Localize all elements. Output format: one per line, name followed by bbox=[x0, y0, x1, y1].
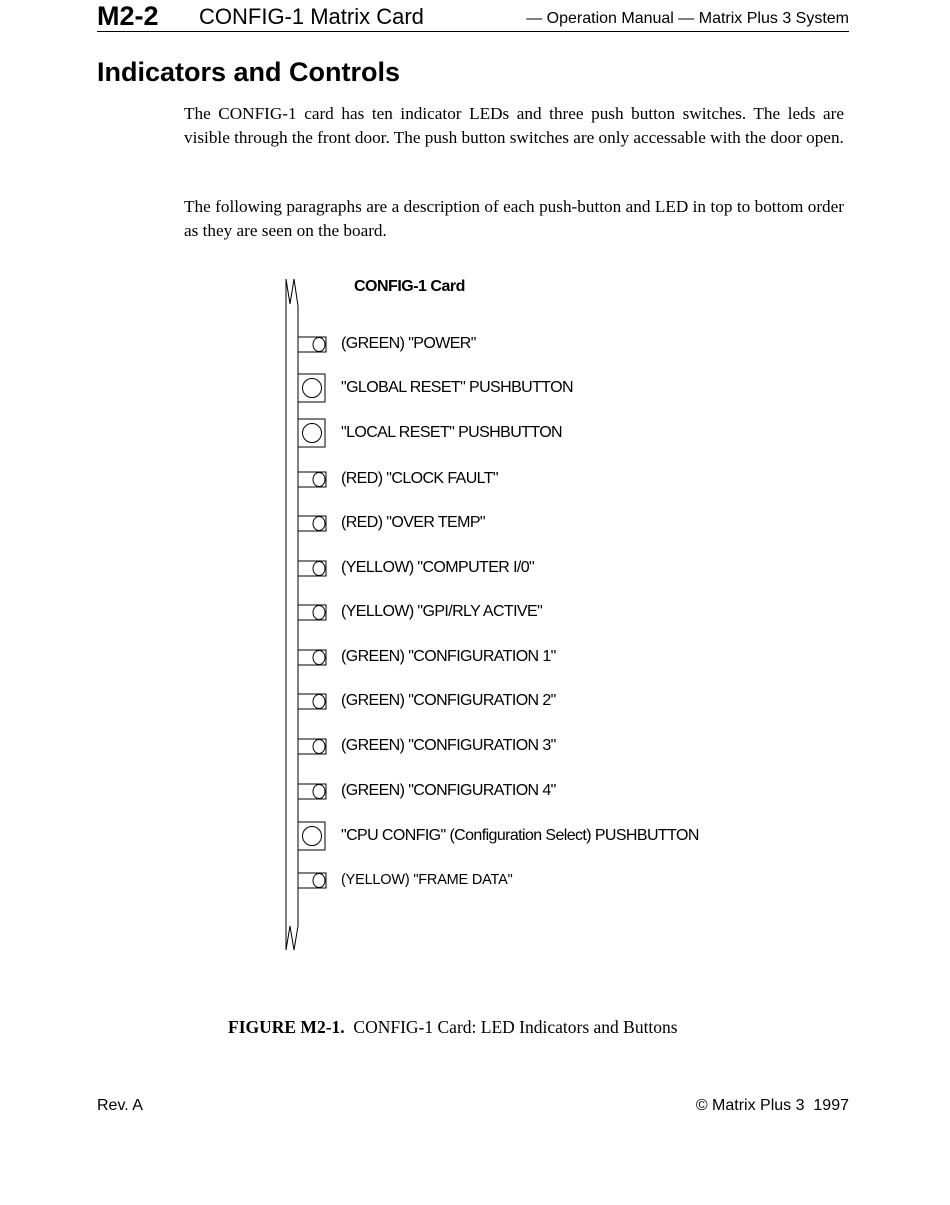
component-label: (GREEN) "CONFIGURATION 2" bbox=[341, 692, 556, 710]
component-label: (GREEN) "CONFIGURATION 1" bbox=[341, 648, 556, 666]
led-lens-icon bbox=[313, 874, 325, 888]
revision-label: Rev. A bbox=[97, 1097, 143, 1114]
led-row bbox=[298, 603, 542, 620]
component-label: (GREEN) "POWER" bbox=[341, 335, 476, 353]
config-card-diagram bbox=[282, 276, 722, 956]
led-housing-icon bbox=[298, 784, 326, 799]
led-housing-icon bbox=[298, 561, 326, 576]
led-lens-icon bbox=[313, 338, 325, 352]
manual-title: — Operation Manual — Matrix Plus 3 System bbox=[526, 10, 849, 27]
pushbutton-cap-icon bbox=[303, 379, 322, 398]
led-lens-icon bbox=[313, 785, 325, 799]
component-label: (RED) "OVER TEMP" bbox=[341, 514, 485, 532]
component-label: (GREEN) "CONFIGURATION 3" bbox=[341, 737, 556, 755]
led-row bbox=[298, 872, 513, 888]
led-row bbox=[298, 737, 556, 754]
led-row bbox=[298, 514, 485, 531]
led-row bbox=[298, 335, 476, 352]
intro-paragraph: The CONFIG-1 card has ten indicator LEDs and three push button switches. The leds are visible through the front door. The push button switches are only accessable with the door open. bbox=[184, 104, 844, 147]
component-list bbox=[298, 335, 699, 888]
led-row bbox=[298, 648, 556, 665]
led-lens-icon bbox=[313, 651, 325, 665]
pushbutton-row bbox=[298, 822, 699, 850]
led-row bbox=[298, 470, 498, 487]
led-housing-icon bbox=[298, 605, 326, 620]
component-label: (YELLOW) "GPI/RLY ACTIVE" bbox=[341, 603, 543, 621]
led-housing-icon bbox=[298, 739, 326, 754]
led-row bbox=[298, 692, 556, 709]
component-label: (GREEN) "CONFIGURATION 4" bbox=[341, 782, 556, 800]
led-lens-icon bbox=[313, 695, 325, 709]
component-label: "GLOBAL RESET" PUSHBUTTON bbox=[341, 379, 573, 397]
figure-caption-text: CONFIG-1 Card: LED Indicators and Buttons bbox=[353, 1017, 678, 1037]
document-title: CONFIG-1 Matrix Card bbox=[199, 4, 424, 29]
pushbutton-row bbox=[298, 419, 562, 447]
led-lens-icon bbox=[313, 473, 325, 487]
section-heading: Indicators and Controls bbox=[97, 57, 401, 87]
led-row bbox=[298, 782, 556, 799]
card-edge bbox=[286, 279, 298, 950]
led-row bbox=[298, 559, 534, 576]
component-label: (RED) "CLOCK FAULT" bbox=[341, 470, 499, 488]
component-label: (YELLOW) "COMPUTER I/0" bbox=[341, 559, 535, 577]
led-lens-icon bbox=[313, 740, 325, 754]
order-paragraph: The following paragraphs are a description of each push-button and LED in top to bottom order as they are seen on the board. bbox=[184, 197, 844, 240]
pushbutton-cap-icon bbox=[303, 827, 322, 846]
led-housing-icon bbox=[298, 337, 326, 352]
figure-title: CONFIG-1 Card bbox=[354, 278, 465, 296]
led-housing-icon bbox=[298, 472, 326, 487]
header-rule bbox=[97, 31, 849, 32]
figure-caption-id: FIGURE M2-1. bbox=[228, 1017, 345, 1037]
led-housing-icon bbox=[298, 650, 326, 665]
pushbutton-row bbox=[298, 374, 573, 402]
led-lens-icon bbox=[313, 517, 325, 531]
figure-caption bbox=[228, 1015, 678, 1039]
led-housing-icon bbox=[298, 516, 326, 531]
card-break-bottom bbox=[286, 926, 298, 950]
component-label: "CPU CONFIG" (Configuration Select) PUSHBUTTON bbox=[341, 827, 699, 845]
page-number: M2-2 bbox=[97, 1, 159, 31]
led-housing-icon bbox=[298, 873, 326, 888]
led-lens-icon bbox=[313, 606, 325, 620]
card-break-top bbox=[286, 279, 298, 306]
led-lens-icon bbox=[313, 562, 325, 576]
pushbutton-cap-icon bbox=[303, 424, 322, 443]
copyright-label: © Matrix Plus 3 1997 bbox=[695, 1097, 849, 1114]
led-housing-icon bbox=[298, 694, 326, 709]
component-label: "LOCAL RESET" PUSHBUTTON bbox=[341, 424, 563, 442]
component-label: (YELLOW) "FRAME DATA" bbox=[341, 871, 513, 888]
